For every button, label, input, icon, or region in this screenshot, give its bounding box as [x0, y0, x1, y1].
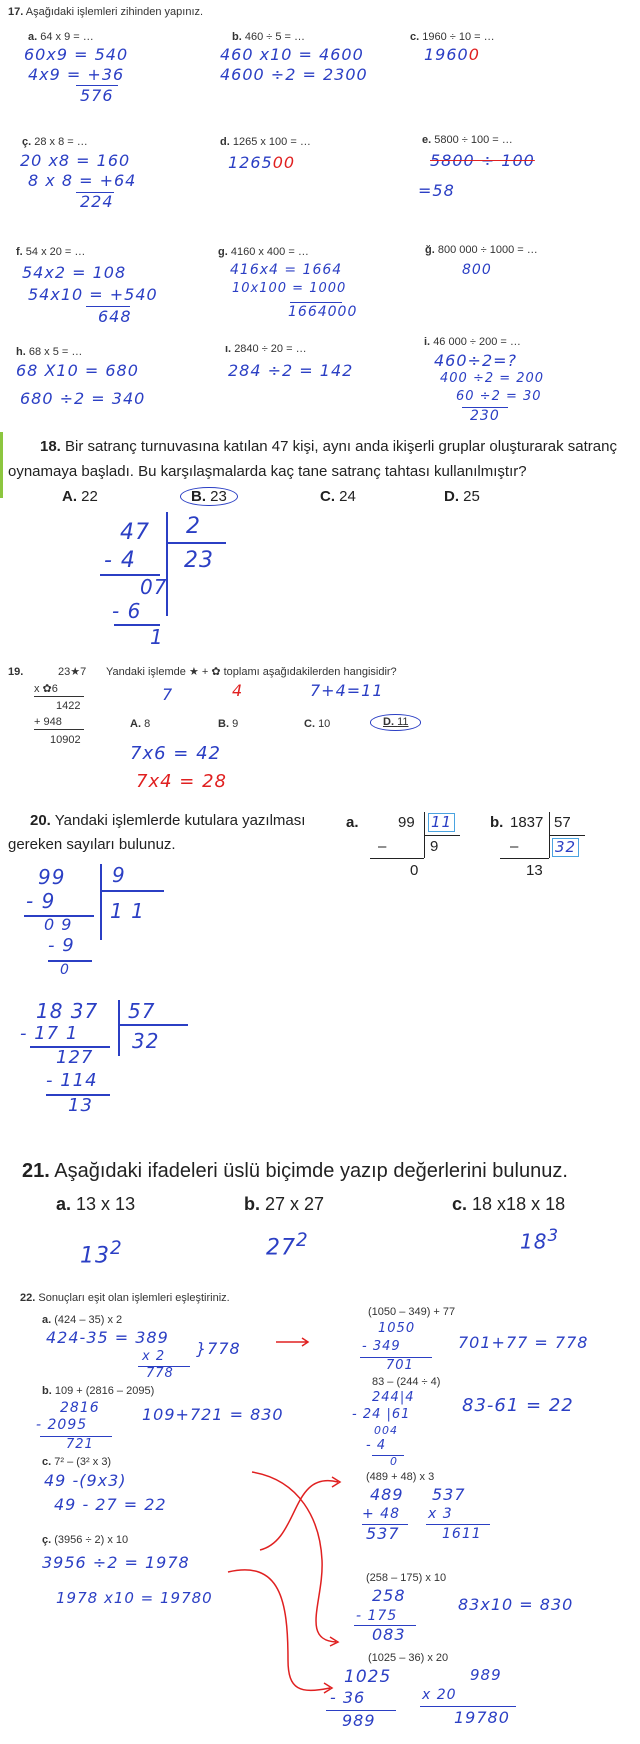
item-label: ğ. — [425, 244, 435, 256]
option-label: B. — [218, 718, 229, 730]
handwriting: 537 — [366, 1524, 400, 1543]
item-label: b. — [42, 1385, 52, 1397]
handwriting: 07 — [140, 575, 168, 599]
handwriting: 10x100 = 1000 — [232, 281, 347, 296]
q22-right-5: (1025 – 36) x 20 — [368, 1652, 449, 1664]
item-expr: 7² – (3² x 3) — [54, 1456, 112, 1468]
handwriting: 721 — [66, 1437, 94, 1452]
q18-line2: oynamaya başladı. Bu karşılaşmalarda kaç tane satranç tahtası kullanılmıştır? — [8, 463, 527, 480]
handwriting: 460 x10 = 4600 — [220, 45, 364, 64]
divisor: 9 — [430, 838, 439, 855]
arrow-cedilla — [228, 1570, 332, 1693]
question-prompt: Sonuçları eşit olan işlemleri eşleştiriniz. — [38, 1292, 230, 1304]
arrow-a — [276, 1338, 308, 1346]
handwriting: 109+721 = 830 — [142, 1405, 284, 1424]
handwriting: 47 — [120, 520, 150, 545]
item-label: a. — [56, 1194, 72, 1214]
item-label: i. — [424, 336, 431, 348]
handwriting: x 20 — [422, 1687, 457, 1703]
handwriting: 778 — [146, 1366, 174, 1381]
item-expr: 1960 ÷ 10 = … — [422, 31, 495, 43]
handwriting-digits: 1960 — [424, 45, 469, 64]
handwriting: - 4 — [104, 548, 136, 573]
handwriting: 32 — [132, 1029, 160, 1053]
handwriting: 54x2 = 108 — [22, 263, 127, 282]
item-expr: 64 x 9 = … — [40, 31, 94, 43]
operation-line: 23★7 — [58, 666, 87, 678]
operation-line: 10902 — [50, 734, 81, 746]
item-expr: 1265 x 100 = … — [232, 136, 311, 148]
dividend: 1837 — [510, 814, 544, 831]
handwriting: - 36 — [330, 1688, 366, 1707]
handwriting: - 349 — [362, 1339, 401, 1354]
handwriting: 83-61 = 22 — [462, 1395, 574, 1416]
handwriting: 800 — [462, 262, 492, 278]
handwriting: 20 x8 = 160 — [20, 151, 131, 170]
handwriting-red-digits: 0 — [468, 45, 480, 64]
handwriting: 54x10 = +540 — [28, 285, 158, 304]
handwriting: 576 — [80, 86, 114, 105]
question-text: Bir satranç turnuvasına katılan 47 kişi, aynı anda ikişerli gruplar oluşturarak satranç — [65, 438, 617, 455]
item-expr: 2840 ÷ 20 = … — [234, 343, 307, 355]
handwriting: 23 — [184, 548, 214, 573]
question-number: 17. — [8, 6, 24, 18]
item-label: d. — [220, 136, 230, 148]
item-label: ç. — [42, 1534, 52, 1546]
item-label: a. — [28, 31, 38, 43]
option-label: C. — [320, 488, 335, 505]
handwriting: 224 — [80, 192, 114, 211]
handwriting: + 48 — [362, 1506, 400, 1522]
handwriting: 13 — [68, 1095, 93, 1116]
option-label: B. — [191, 488, 206, 505]
operation-line: x ✿6 — [34, 683, 84, 697]
divisor: 57 — [554, 814, 571, 831]
handwriting: =58 — [418, 181, 455, 200]
item-label: h. — [16, 346, 26, 358]
handwriting: 701 — [386, 1358, 414, 1373]
option-label: A. — [130, 718, 141, 730]
item-expr: 460 ÷ 5 = … — [244, 31, 305, 43]
handwriting: }778 — [196, 1339, 241, 1358]
operation-line: + 948 — [34, 716, 84, 730]
handwriting: 60 ÷2 = 30 — [456, 389, 542, 404]
handwriting: 648 — [98, 307, 132, 326]
option-label: D. — [383, 716, 394, 728]
handwriting: 7+4=11 — [310, 681, 384, 700]
option-value: 22 — [81, 488, 98, 505]
handwriting: 460÷2=? — [434, 351, 518, 370]
handwriting: 284 ÷2 = 142 — [228, 361, 354, 380]
item-expr: 28 x 8 = … — [34, 136, 88, 148]
minus-sign: – — [378, 838, 387, 855]
handwriting: 680 ÷2 = 340 — [20, 389, 146, 408]
handwriting: 416x4 = 1664 — [230, 262, 343, 278]
handwriting: 83x10 = 830 — [458, 1595, 574, 1614]
handwriting-exponent: 3 — [547, 1226, 560, 1245]
handwriting: 9 — [112, 863, 126, 887]
handwriting: 18 37 — [36, 999, 99, 1023]
handwriting: 1025 — [344, 1667, 392, 1687]
question-text: Yandaki işlemlerde kutulara yazılması — [54, 812, 306, 829]
handwriting: - 9 — [48, 935, 75, 956]
handwriting: 1 — [150, 625, 164, 649]
handwriting: 5800 ÷ 100 — [430, 151, 535, 170]
handwriting-base: 13 — [80, 1243, 110, 1269]
handwriting: - 4 — [366, 1438, 387, 1453]
item-expr: 46 000 ÷ 200 = … — [433, 336, 521, 348]
handwriting: 230 — [470, 408, 500, 424]
handwriting: 0 — [390, 1455, 398, 1468]
handwriting: 99 — [38, 865, 66, 889]
option-label: D. — [444, 488, 459, 505]
remainder: 13 — [526, 862, 543, 879]
item-label: a. — [346, 814, 359, 831]
dividend: 99 — [398, 814, 415, 831]
handwriting: 68 X10 = 680 — [16, 361, 139, 380]
handwriting: 49 - 27 = 22 — [54, 1495, 167, 1514]
option-label: C. — [304, 718, 315, 730]
handwriting: 7x4 = 28 — [136, 771, 227, 792]
handwriting: 083 — [372, 1625, 406, 1644]
handwriting: - 2095 — [36, 1417, 88, 1433]
item-expr: 5800 ÷ 100 = … — [434, 134, 513, 146]
item-label: b. — [490, 814, 504, 831]
handwriting: - 175 — [356, 1608, 398, 1624]
item-label: b. — [232, 31, 242, 43]
handwriting: 7 — [162, 685, 174, 704]
item-label: b. — [244, 1194, 260, 1214]
item-expr: 18 x18 x 18 — [472, 1194, 566, 1214]
handwriting: - 6 — [112, 599, 142, 623]
handwriting: 989 — [470, 1666, 502, 1684]
item-expr: 800 000 ÷ 1000 = … — [437, 244, 538, 256]
handwriting: 49 -(9x3) — [44, 1471, 127, 1490]
item-expr: 27 x 27 — [265, 1194, 325, 1214]
handwriting-red-digits: 00 — [272, 153, 296, 172]
option-value: 25 — [463, 488, 480, 505]
handwriting: x 2 — [142, 1349, 166, 1364]
handwriting: 4 — [232, 681, 244, 700]
handwriting: 2816 — [60, 1400, 100, 1416]
handwriting: 1978 x10 = 19780 — [56, 1589, 213, 1607]
minus-sign: – — [510, 838, 519, 855]
option-value: 8 — [144, 718, 151, 730]
handwriting: 489 — [370, 1485, 404, 1504]
handwriting: 1611 — [442, 1526, 482, 1542]
handwriting-exponent: 2 — [296, 1230, 309, 1251]
item-label: g. — [218, 246, 228, 258]
handwriting: 424-35 = 389 — [46, 1328, 169, 1347]
handwriting: 1 1 — [110, 899, 145, 923]
question-number: 18. — [40, 438, 61, 455]
item-expr: (3956 ÷ 2) x 10 — [54, 1534, 129, 1546]
handwriting: 8 x 8 = +64 — [28, 171, 137, 190]
handwriting: 537 — [432, 1485, 466, 1504]
handwriting: - 24 |61 — [352, 1407, 411, 1422]
option-value: 24 — [339, 488, 356, 505]
option-value: 11 — [397, 716, 409, 728]
question-text: Aşağıdaki ifadeleri üslü biçimde yazıp değerlerini bulunuz. — [54, 1160, 568, 1182]
q22-right-1: (1050 – 349) + 77 — [368, 1306, 456, 1318]
handwriting-exponent: 2 — [110, 1238, 123, 1259]
handwriting: 127 — [56, 1047, 94, 1068]
answer-box[interactable]: 32 — [552, 838, 579, 857]
handwriting: x 3 — [428, 1506, 453, 1522]
item-label: ı. — [225, 343, 232, 355]
option-value: 10 — [318, 718, 331, 730]
handwriting: 19780 — [454, 1708, 510, 1727]
handwriting: 004 — [374, 1424, 398, 1437]
handwriting: - 114 — [46, 1070, 98, 1091]
handwriting-base: 18 — [520, 1229, 548, 1254]
item-label: f. — [16, 246, 23, 258]
question-number: 19. — [8, 666, 24, 678]
item-label: ç. — [22, 136, 32, 148]
arrow-b — [252, 1472, 338, 1646]
item-label: e. — [422, 134, 432, 146]
handwriting: 1664000 — [288, 304, 358, 320]
question-number: 21. — [22, 1160, 50, 1182]
item-label: a. — [42, 1314, 52, 1326]
operation-line: 1422 — [56, 700, 81, 712]
item-expr: 13 x 13 — [76, 1194, 136, 1214]
handwriting-base: 27 — [266, 1235, 296, 1261]
item-expr: 109 + (2816 – 2095) — [54, 1385, 155, 1397]
option-value: 9 — [232, 718, 239, 730]
question-number: 22. — [20, 1292, 36, 1304]
handwriting: 7x6 = 42 — [130, 743, 221, 764]
handwriting-digits: 1265 — [228, 153, 273, 172]
item-expr: (424 – 35) x 2 — [54, 1314, 123, 1326]
option-label: A. — [62, 488, 77, 505]
remainder: 0 — [410, 862, 419, 879]
item-label: c. — [452, 1194, 468, 1214]
handwriting: 2 — [186, 514, 201, 539]
item-label: c. — [410, 31, 420, 43]
arrow-c — [260, 1477, 340, 1550]
item-expr: 54 x 20 = … — [25, 246, 86, 258]
handwriting: 400 ÷2 = 200 — [440, 371, 545, 386]
handwriting: 0 9 — [44, 915, 73, 934]
handwriting: 258 — [372, 1586, 406, 1605]
handwriting: 57 — [128, 999, 156, 1023]
handwriting: 4x9 = +36 — [28, 65, 125, 84]
question-prompt: Yandaki işlemde ★ + ✿ toplamı aşağıdakilerden hangisidir? — [106, 666, 397, 678]
q22-right-3: (489 + 48) x 3 — [366, 1471, 435, 1483]
handwriting: 0 — [60, 962, 70, 978]
handwriting: 60x9 = 540 — [24, 45, 129, 64]
item-expr: 4160 x 400 = … — [230, 246, 309, 258]
handwriting: 989 — [342, 1711, 376, 1730]
option-value: 23 — [210, 488, 227, 505]
handwriting: 3956 ÷2 = 1978 — [42, 1553, 190, 1572]
handwriting: 4600 ÷2 = 2300 — [220, 65, 368, 84]
question-prompt: Aşağıdaki işlemleri zihinden yapınız. — [25, 6, 204, 18]
item-label: c. — [42, 1456, 52, 1468]
q22-right-4: (258 – 175) x 10 — [366, 1572, 447, 1584]
q20-line2: gereken sayıları bulunuz. — [8, 836, 176, 853]
question-number: 20. — [30, 812, 51, 829]
item-expr: 68 x 5 = … — [28, 346, 83, 358]
handwriting: - 9 — [26, 889, 56, 913]
handwriting: 244|4 — [372, 1390, 415, 1405]
answer-box[interactable]: 11 — [428, 813, 455, 832]
handwriting: - 17 1 — [20, 1023, 79, 1044]
q22-right-2: 83 – (244 ÷ 4) — [372, 1376, 441, 1388]
handwriting: 701+77 = 778 — [458, 1333, 589, 1352]
handwriting: 1050 — [378, 1321, 416, 1336]
